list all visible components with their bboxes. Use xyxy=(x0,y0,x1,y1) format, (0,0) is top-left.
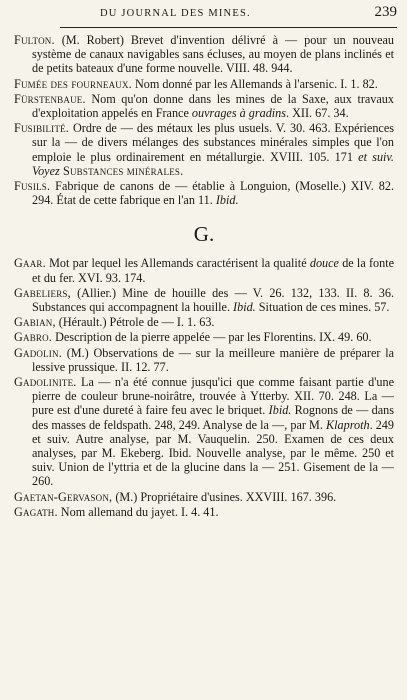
entry-head: Fumée des fourneaux. xyxy=(14,76,132,91)
entry-tail: de la fonte et du fer. XVI. 93. 174. xyxy=(32,256,395,285)
entry-text: Mot par lequel les Allemands caractérisent la qualité xyxy=(45,256,310,271)
entry-head: Gaetan-Gervason, xyxy=(14,489,113,504)
index-entry-fusils xyxy=(14,179,394,207)
entry-head: Fürstenbaue. xyxy=(14,91,86,106)
index-entry-gadolin xyxy=(14,346,394,374)
entry-head: Gabro. xyxy=(14,330,53,345)
entry-tail: . XII. 67. 34. xyxy=(286,106,349,121)
page-header xyxy=(62,4,397,28)
index-entry-fulton xyxy=(14,33,394,76)
entry-text: (M.) Propriétaire d'usines. XXVIII. 167. 396. xyxy=(112,489,337,504)
entry-italic: douce xyxy=(309,256,339,271)
entry-italic: Ibid. xyxy=(215,193,239,208)
entry-text: Description de la pierre appelée — par les Florentins. IX. 49. 60. xyxy=(52,330,372,345)
index-entry-gaar xyxy=(14,256,394,284)
index-body xyxy=(14,33,394,520)
entry-text: Fabrique de canons de — établie à Longuion, (Moselle.) XIV. 82. 294. État de cette fabrique en l'an 11. xyxy=(32,179,394,208)
entry-text: Nom allemand du jayet. I. 4. 41. xyxy=(57,504,219,519)
section-letter: G. xyxy=(193,222,215,247)
entry-head: Fusils. xyxy=(14,179,51,194)
entry-text: (Allier.) Mine de houille des — V. 26. 132, 133. II. 8. 36. Substances qui accompagnent la houille. xyxy=(32,285,394,315)
entry-head: Fusibilité. xyxy=(14,121,70,136)
entry-text: Ordre de — des métaux les plus usuels. V. 30. 463. Expériences sur la — de divers mélanges des substances minérales simples que l'on emploie le plus ordinairement en métallurgie. XVIII. 105. 171 xyxy=(32,121,394,164)
index-entry-gagath xyxy=(14,505,394,519)
index-entry-gabro xyxy=(14,330,394,344)
index-entry-gabian xyxy=(14,315,394,329)
header-rule xyxy=(60,27,397,28)
entry-head: Fulton. xyxy=(14,33,55,47)
index-entry-fumee xyxy=(14,77,394,91)
entry-italic: et suiv. xyxy=(358,149,394,164)
entry-italic: ouvrages à gradins xyxy=(191,106,287,121)
entry-head: Gaar. xyxy=(14,256,46,271)
entry-head: Gadolinite. xyxy=(14,375,77,390)
entry-crossref: Substances minérales. xyxy=(59,163,184,178)
entry-tail-2: . 249 et suiv. Autre analyse, par M. Vauquelin. 250. Examen de ces deux analyses, par M. Ekeberg. Ibid. Nouvelle analyse, par le même. 250 et suiv. Union de l'yttria et de la glucine dans la — 251. Gisement de la — 260. xyxy=(32,417,394,489)
entry-tail: Situation de ces mines. 57. xyxy=(255,300,390,315)
entry-text: (M. Robert) Brevet d'invention délivré à — pour un nouveau système de canaux navigables sans écluses, au moyen de plans inclinés et de petits bateaux d'une forme nouvelle. VIII. 48. 944. xyxy=(32,33,394,76)
index-entry-furstenbaue xyxy=(14,92,394,120)
index-entry-gaetan-gervason xyxy=(14,490,394,504)
running-title: DU JOURNAL DES MINES. xyxy=(100,8,251,19)
entry-text: Nom qu'on donne dans les mines de la Saxe, aux travaux d'exploitation appelés en France xyxy=(32,91,394,121)
index-entry-fusibilite xyxy=(14,121,394,178)
entry-text: La — n'a été connue jusqu'ici que comme faisant partie d'une pierre de couleur brune-noirâtre, trouvée à Ytterby. XII. 70. 248. La — pure est d'une dureté à faire feu avec le briquet. xyxy=(32,375,394,418)
page-number: 239 xyxy=(374,4,397,20)
entry-head: Gabian, xyxy=(14,315,56,330)
entry-italic: Ibid. xyxy=(268,403,292,418)
entry-head: Gadolin. xyxy=(14,345,62,360)
entry-text: (M.) Observations de — sur la meilleure manière de préparer la lessive prussique. II. 12. 77. xyxy=(32,345,394,374)
entry-text: (Hérault.) Pétrole de — I. 1. 63. xyxy=(55,315,215,330)
entry-text: Nom donné par les Allemands à l'arsenic. I. 1. 82. xyxy=(131,76,378,91)
entry-italic: Ibid. xyxy=(233,300,256,315)
entry-head: Gabeliers, xyxy=(14,285,71,300)
entry-voyez: Voyez xyxy=(32,163,60,178)
entry-italic-name: Klaproth xyxy=(326,417,370,432)
index-entry-gabeliers xyxy=(14,286,394,314)
index-entry-gadolinite xyxy=(14,375,394,489)
entry-tail: Rognons de — dans des masses de feldspath. 248, 249. Analyse de la —, par M. xyxy=(32,403,394,432)
entry-head: Gagath. xyxy=(14,504,58,519)
